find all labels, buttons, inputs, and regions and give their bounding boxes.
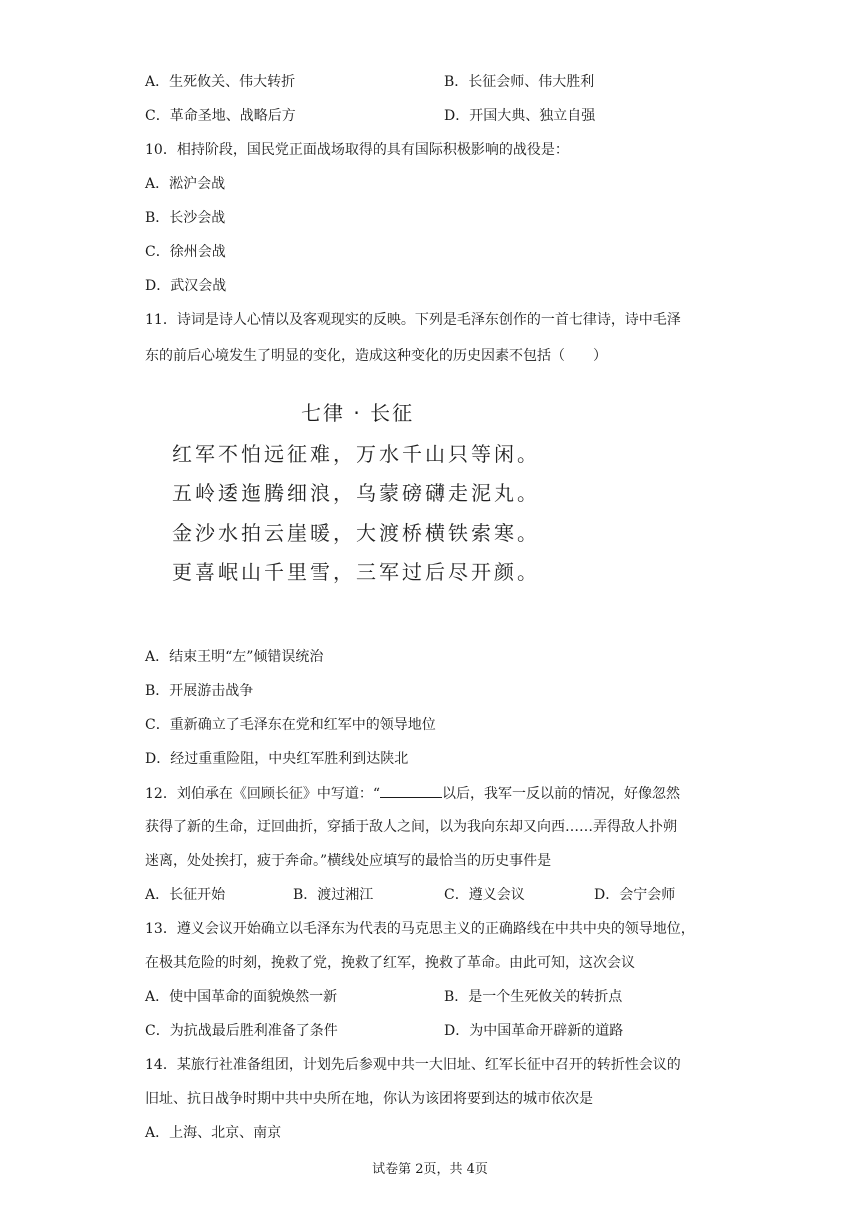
q13-option-d: D．为中国革命开辟新的道路 <box>444 1023 624 1039</box>
q9-option-a: A．生死攸关、伟大转折 <box>145 74 296 90</box>
answer-blank <box>380 783 442 798</box>
q10-option-c: C．徐州会战 <box>145 244 226 260</box>
q11-option-b: B．开展游击战争 <box>145 683 254 699</box>
q11-option-c: C．重新确立了毛泽东在党和红军中的领导地位 <box>145 717 436 733</box>
q13-option-c: C．为抗战最后胜利准备了条件 <box>145 1023 338 1039</box>
poem-line: 五岭逶迤腾细浪，乌蒙磅礴走泥丸。 <box>172 481 540 505</box>
q10-option-b: B．长沙会战 <box>145 210 226 226</box>
poem-line: 金沙水拍云崖暖，大渡桥横铁索寒。 <box>172 521 540 545</box>
q11-stem-line2: 东的前后心境发生了明显的变化，造成这种变化的历史因素不包括（ ） <box>145 348 607 364</box>
poem-line: 红军不怕远征难，万水千山只等闲。 <box>172 442 540 466</box>
q12-option-c: C．遵义会议 <box>444 887 525 903</box>
q10-option-d: D．武汉会战 <box>145 278 227 294</box>
q9-option-c: C．革命圣地、战略后方 <box>145 108 296 124</box>
page-footer: 试卷第 2页，共 4页 <box>372 1162 488 1177</box>
q13-option-b: B．是一个生死攸关的转折点 <box>444 989 623 1005</box>
q12-option-b: B．渡过湘江 <box>293 887 374 903</box>
q13-stem-line2: 在极其危险的时刻，挽救了党，挽救了红军，挽救了革命。由此可知，这次会议 <box>145 955 635 971</box>
q14-stem-line2: 旧址、抗日战争时期中共中央所在地，你认为该团将要到达的城市依次是 <box>145 1091 593 1107</box>
q10-stem: 10．相持阶段，国民党正面战场取得的具有国际积极影响的战役是： <box>145 142 569 158</box>
q12-stem-line2: 获得了新的生命，迂回曲折，穿插于敌人之间，以为我向东却又向西……弄得敌人扑朔 <box>145 819 677 835</box>
q13-option-a: A．使中国革命的面貌焕然一新 <box>145 989 338 1005</box>
q12-stem-line1 <box>145 783 680 804</box>
q13-stem-line1: 13．遵义会议开始确立以毛泽东为代表的马克思主义的正确路线在中共中央的领导地位， <box>145 921 695 937</box>
q12-stem-prefix: 12．刘伯承在《回顾长征》中写道：“ <box>145 786 380 802</box>
poem-line: 更喜岷山千里雪，三军过后尽开颜。 <box>172 560 540 584</box>
q11-option-a: A．结束王明“左”倾错误统治 <box>145 649 324 665</box>
q11-stem-line1: 11．诗词是诗人心情以及客观现实的反映。下列是毛泽东创作的一首七律诗，诗中毛泽 <box>145 312 681 328</box>
q12-option-a: A．长征开始 <box>145 887 226 903</box>
q10-option-a: A．淞沪会战 <box>145 176 226 192</box>
q9-option-d: D．开国大典、独立自强 <box>444 108 596 124</box>
q11-option-d: D．经过重重险阻，中央红军胜利到达陕北 <box>145 751 409 767</box>
q14-option-a: A．上海、北京、南京 <box>145 1125 282 1141</box>
poem-title: 七律 · 长征 <box>301 401 415 425</box>
q12-stem-suffix: 以后，我军一反以前的情况，好像忽然 <box>441 786 680 802</box>
q9-option-b: B．长征会师、伟大胜利 <box>444 74 595 90</box>
q12-stem-line3: 迷离，处处挨打，疲于奔命。”横线处应填写的最恰当的历史事件是 <box>145 853 552 869</box>
q12-option-d: D．会宁会师 <box>594 887 676 903</box>
q14-stem-line1: 14．某旅行社准备组团，计划先后参观中共一大旧址、红军长征中召开的转折性会议的 <box>145 1057 681 1073</box>
